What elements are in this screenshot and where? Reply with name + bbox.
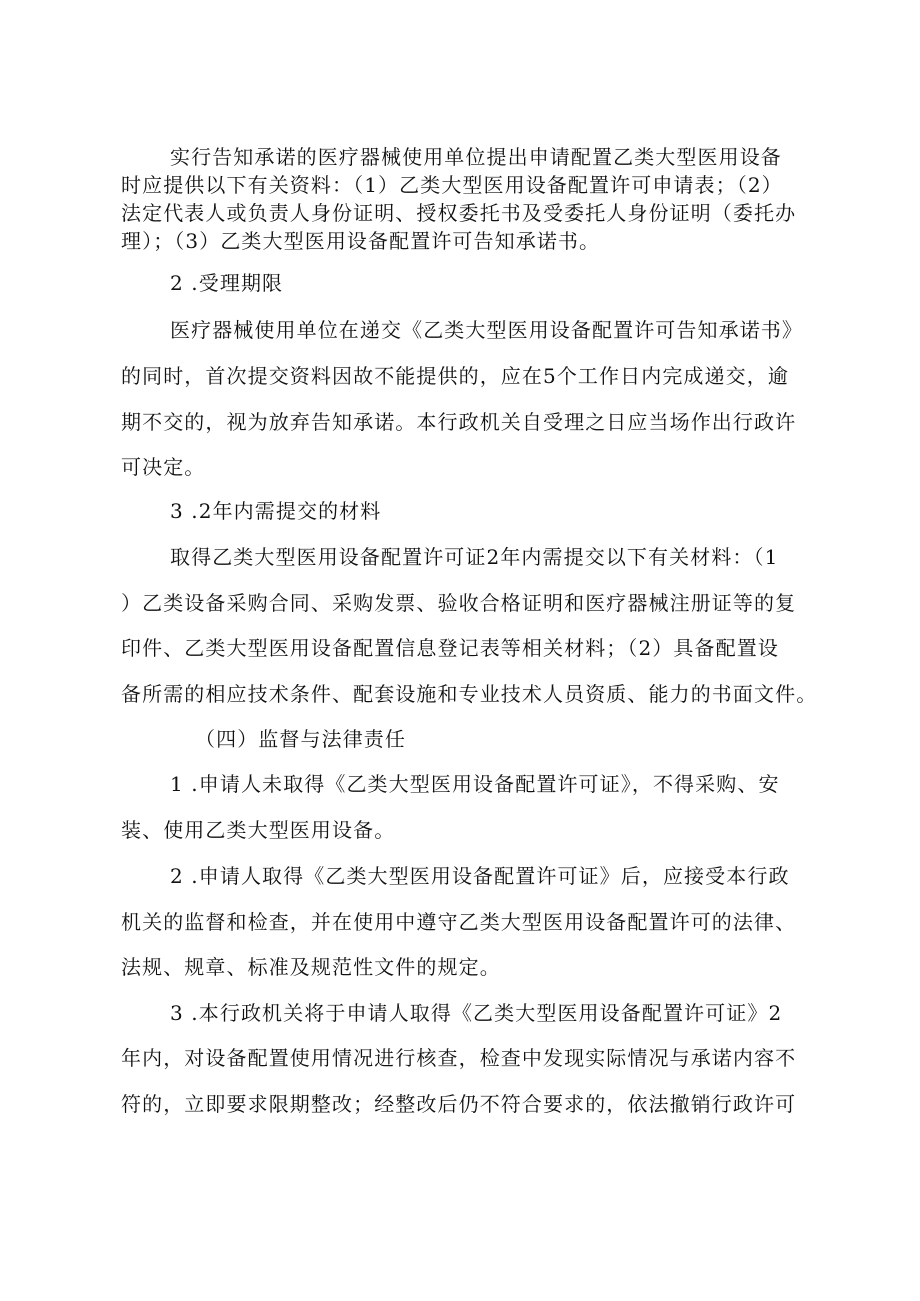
paragraph-line: 印件、乙类大型医用设备配置信息登记表等相关材料；（2）具备配置设 bbox=[121, 636, 779, 660]
paragraph-line: 备所需的相应技术条件、配套设施和专业技术人员资质、能力的书面文件。 bbox=[121, 682, 818, 706]
paragraph-line: 的同时，首次提交资料因故不能提供的，应在5个工作日内完成递交，逾 bbox=[121, 364, 789, 388]
section-heading-supervision: （四）监督与法律责任 bbox=[195, 727, 406, 751]
paragraph-line: 实行告知承诺的医疗器械使用单位提出申请配置乙类大型医用设备 bbox=[170, 145, 782, 169]
paragraph-line: 期不交的，视为放弃告知承诺。本行政机关自受理之日应当场作出行政许 bbox=[121, 410, 797, 434]
paragraph-line: 3 .本行政机关将于申请人取得《乙类大型医用设备配置许可证》2 bbox=[170, 1001, 783, 1025]
paragraph-line: 1 .申请人未取得《乙类大型医用设备配置许可证》，不得采购、安 bbox=[170, 772, 780, 796]
paragraph-line: 法定代表人或负责人身份证明、授权委托书及受委托人身份证明（委托办 bbox=[121, 201, 797, 225]
section-heading-acceptance-period: 2 .受理期限 bbox=[170, 271, 284, 295]
paragraph-line: 时应提供以下有关资料：（1）乙类大型医用设备配置许可申请表；（2） bbox=[121, 173, 783, 197]
paragraph-line: 符的，立即要求限期整改；经整改后仍不符合要求的，依法撤销行政许可 bbox=[121, 1092, 797, 1116]
paragraph-line: 理）；（3）乙类大型医用设备配置许可告知承诺书。 bbox=[121, 229, 601, 253]
paragraph-line: ）乙类设备采购合同、采购发票、验收合格证明和医疗器械注册证等的复 bbox=[121, 591, 797, 615]
paragraph-line: 装、使用乙类大型医用设备。 bbox=[121, 818, 396, 842]
paragraph-line: 2 .申请人取得《乙类大型医用设备配置许可证》后，应接受本行政 bbox=[170, 864, 790, 888]
paragraph-line: 可决定。 bbox=[121, 455, 206, 479]
section-heading-materials: 3 .2年内需提交的材料 bbox=[170, 499, 382, 523]
paragraph-line: 法规、规章、标准及规范性文件的规定。 bbox=[121, 955, 501, 979]
paragraph-line: 机关的监督和检查，并在使用中遵守乙类大型医用设备配置许可的法律、 bbox=[121, 910, 797, 934]
paragraph-line: 年内，对设备配置使用情况进行核查，检查中发现实际情况与承诺内容不 bbox=[121, 1046, 797, 1070]
paragraph-line: 医疗器械使用单位在递交《乙类大型医用设备配置许可告知承诺书》 bbox=[170, 318, 803, 342]
paragraph-line: 取得乙类大型医用设备配置许可证2年内需提交以下有关材料：（1 bbox=[170, 545, 779, 569]
